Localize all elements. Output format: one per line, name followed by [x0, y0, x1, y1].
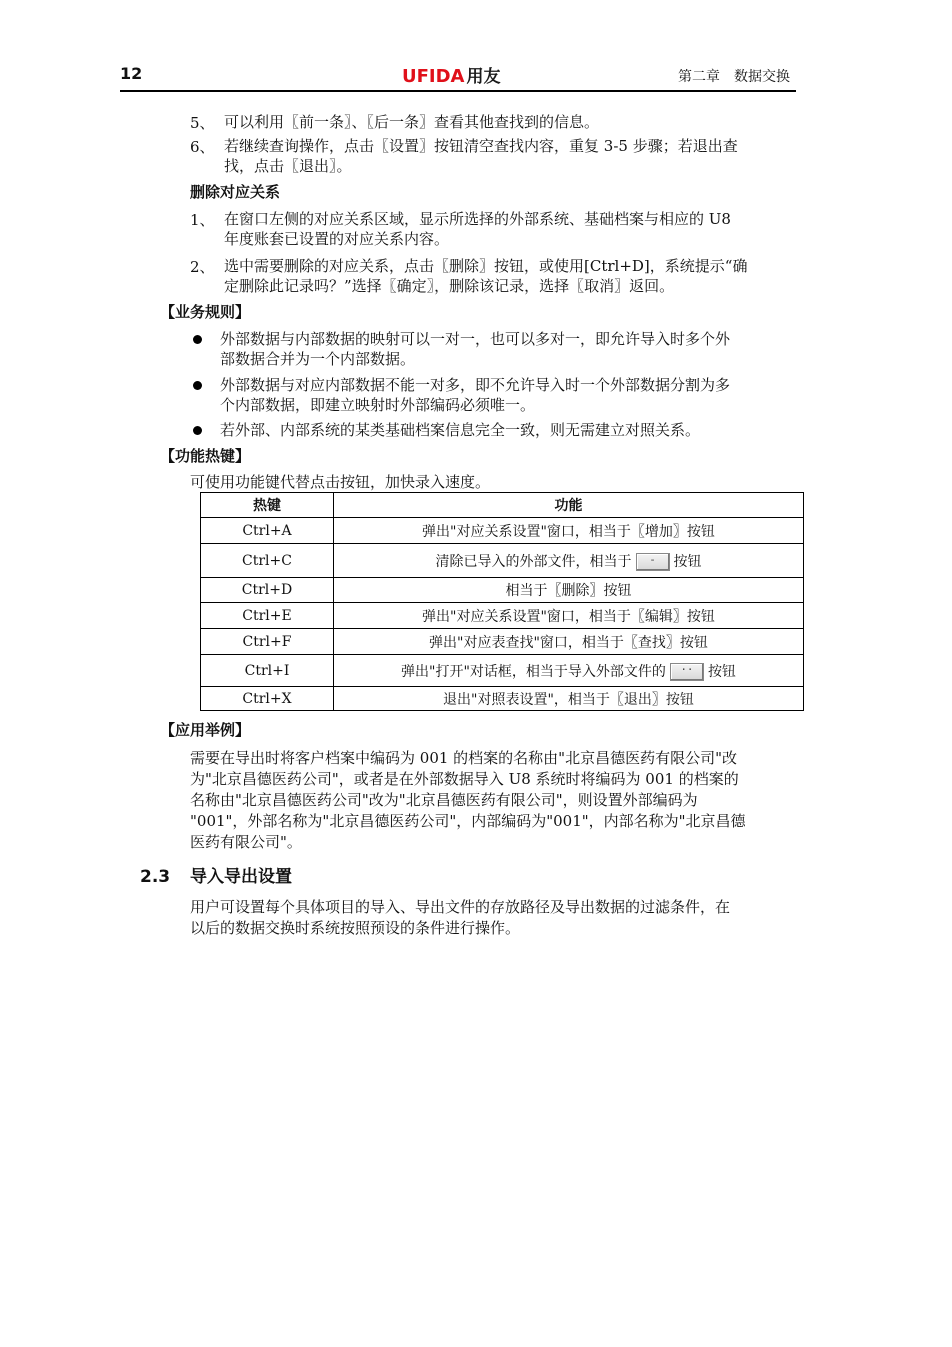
bullet-icon	[193, 426, 202, 435]
table-row	[201, 603, 804, 629]
hotkey-cell: Ctrl+C	[201, 544, 334, 578]
step-text: 在窗口左侧的对应关系区域，显示所选择的外部系统、基础档案与相应的 U8	[224, 210, 731, 228]
hotkeys-heading: 【功能热键】	[160, 447, 251, 465]
example-text: "001"，外部名称为"北京昌德医药公司"，内部编码为"001"，内部名称为"北京昌德	[190, 812, 746, 830]
function-cell	[334, 518, 804, 544]
table-row	[201, 687, 804, 711]
logo-brand: UFIDA	[402, 66, 465, 87]
function-text: 退出"对照表设置"，相当于〖退出〗按钮	[443, 691, 694, 708]
function-text-suffix: 按钮	[707, 663, 736, 680]
table-row	[201, 629, 804, 655]
ufida-logo	[402, 62, 500, 87]
example-text: 医药有限公司"。	[190, 833, 302, 851]
section-title	[140, 862, 292, 887]
step-text: 可以利用〖前一条〗、〖后一条〗查看其他查找到的信息。	[224, 113, 600, 131]
hotkey-cell: Ctrl+A	[201, 518, 334, 544]
page-header	[120, 62, 796, 92]
function-text: 弹出"对应关系设置"窗口，相当于〖编辑〗按钮	[422, 608, 715, 625]
table-row	[201, 655, 804, 687]
function-text: 弹出"对应表查找"窗口，相当于〖查找〗按钮	[429, 634, 708, 651]
hotkey-cell: Ctrl+I	[201, 655, 334, 687]
step-text: 找，点击〖退出〗。	[224, 157, 352, 175]
delete-heading: 删除对应关系	[190, 183, 281, 201]
function-cell	[334, 578, 804, 603]
bullet-icon	[193, 381, 202, 390]
table-row	[201, 518, 804, 544]
function-cell	[334, 603, 804, 629]
function-cell	[334, 629, 804, 655]
section-title-text: 导入导出设置	[190, 867, 292, 887]
hotkeys-intro: 可使用功能键代替点击按钮，加快录入速度。	[190, 473, 491, 491]
chapter-number: 第二章	[678, 69, 720, 85]
rule-text: 部数据合并为一个内部数据。	[220, 350, 416, 368]
section-text: 用户可设置每个具体项目的导入、导出文件的存放路径及导出数据的过滤条件，在	[190, 898, 731, 916]
function-cell	[334, 687, 804, 711]
step-text: 年度账套已设置的对应关系内容。	[224, 230, 450, 248]
example-heading: 【应用举例】	[160, 721, 251, 739]
function-text: 清除已导入的外部文件，相当于	[435, 553, 632, 570]
function-text: 弹出"打开"对话框，相当于导入外部文件的	[401, 663, 666, 680]
rule-text: 外部数据与内部数据的映射可以一对一，也可以多对一，即允许导入时多个外	[220, 330, 731, 348]
column-header-function: 功能	[334, 493, 804, 518]
page-number: 12	[120, 64, 143, 83]
hotkey-cell: Ctrl+D	[201, 578, 334, 603]
bullet-icon	[193, 335, 202, 344]
browse-button-icon: ··	[670, 663, 704, 681]
function-text: 相当于〖删除〗按钮	[505, 583, 632, 599]
example-text: 需要在导出时将客户档案中编码为 001 的档案的名称由"北京昌德医药有限公司"改	[190, 749, 737, 767]
function-cell	[334, 655, 804, 687]
function-cell	[334, 544, 804, 578]
function-text: 弹出"对应关系设置"窗口，相当于〖增加〗按钮	[422, 523, 715, 540]
logo-cn: 用友	[466, 67, 501, 87]
step-number: 1、	[190, 211, 215, 229]
rule-text: 外部数据与对应内部数据不能一对多，即不允许导入时一个外部数据分割为多	[220, 376, 731, 394]
step-number: 5、	[190, 114, 215, 132]
function-text-suffix: 按钮	[673, 553, 702, 570]
rule-text: 个内部数据，即建立映射时外部编码必须唯一。	[220, 396, 536, 414]
hotkey-cell: Ctrl+X	[201, 687, 334, 711]
clear-button-icon: -	[636, 553, 670, 571]
step-number: 6、	[190, 138, 215, 156]
rule-text: 若外部、内部系统的某类基础档案信息完全一致，则无需建立对照关系。	[220, 421, 701, 439]
step-text: 若继续查询操作，点击〖设置〗按钮清空查找内容，重复 3-5 步骤；若退出查	[224, 137, 738, 155]
section-number: 2.3	[140, 867, 171, 887]
step-text: 定删除此记录吗？”选择〖确定〗，删除该记录，选择〖取消〗返回。	[224, 277, 675, 295]
table-row	[201, 544, 804, 578]
table-row	[201, 578, 804, 603]
table-header-row	[201, 493, 804, 518]
section-text: 以后的数据交换时系统按照预设的条件进行操作。	[190, 919, 521, 937]
step-text: 选中需要删除的对应关系，点击〖删除〗按钮，或使用[Ctrl+D]，系统提示“确	[224, 257, 748, 275]
chapter-label	[678, 66, 790, 86]
business-rules-heading: 【业务规则】	[160, 303, 251, 321]
step-number: 2、	[190, 258, 215, 276]
example-text: 名称由"北京昌德医药公司"改为"北京昌德医药有限公司"，则设置外部编码为	[190, 791, 698, 809]
chapter-title: 数据交换	[734, 69, 790, 85]
example-text: 为"北京昌德医药公司"，或者是在外部数据导入 U8 系统时将编码为 001 的档案的	[190, 770, 739, 788]
hotkeys-table	[200, 492, 804, 711]
hotkey-cell: Ctrl+F	[201, 629, 334, 655]
column-header-key: 热键	[201, 493, 334, 518]
hotkey-cell: Ctrl+E	[201, 603, 334, 629]
